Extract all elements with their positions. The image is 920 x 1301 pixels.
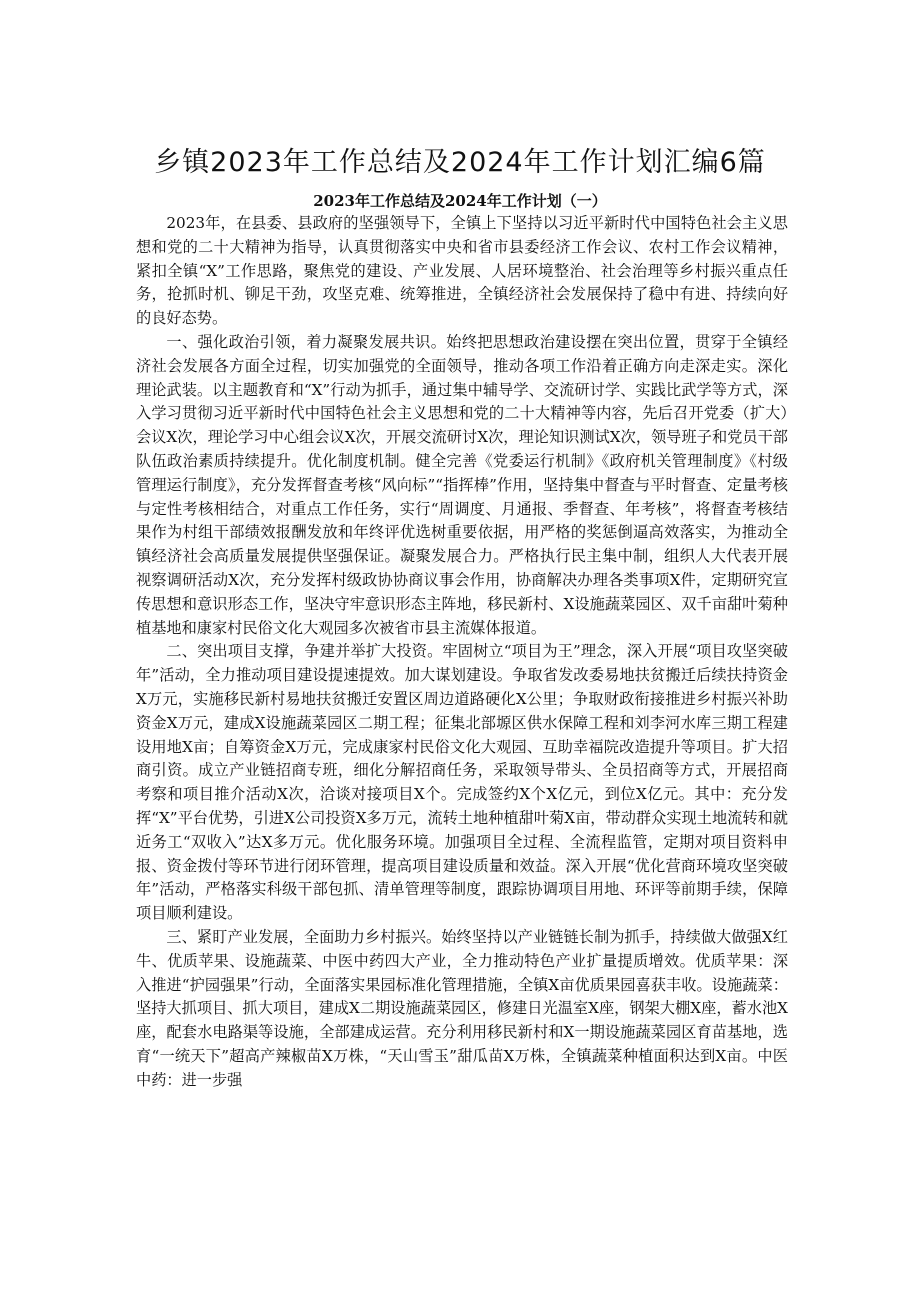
body-paragraph-project-support: 二、突出项目支撑，争建并举扩大投资。牢固树立“项目为王”理念，深入开展“项目攻坚突破年”活动，全力推动项目建设提速提效。加大谋划建设。争取省发改委易地扶贫搬迁后续扶持资金X万元，实施移民新村易地扶贫搬迁安置区周边道路硬化X公里；争取财政衔接推进乡村振兴补助资金X万元，建成X设施蔬菜园区二期工程；征集北部塬区供水保障工程和刘李河水库三期工程建设用地X亩；自筹资金X万元，完成康家村民俗文化大观园、互助幸福院改造提升等项目。扩大招商引资。成立产业链招商专班，细化分解招商任务，采取领导带头、全员招商等方式，开展招商考察和项目推介活动X次，洽谈对接项目X个。完成签约X个X亿元，到位X亿元。其中：充分发挥“X”平台优势，引进X公司投资X多万元，流转土地种植甜叶菊X亩，带动群众实现土地流转和就近务工“双收入”达X多万元。优化服务环境。加强项目全过程、全流程监管，定期对项目资料申报、资金拨付等环节进行闭环管理，提高项目建设质量和效益。深入开展“优化营商环境攻坚突破年”活动，严格落实科级干部包抓、清单管理等制度，跟踪协调项目用地、环评等前期手续，保障项目顺利建设。 [136, 642, 788, 923]
section-title: 2023年工作总结及2024年工作计划（一） [313, 192, 607, 210]
document-title: 乡镇2023年工作总结及2024年工作计划汇编6篇 [154, 147, 766, 178]
body-paragraph-intro: 2023年，在县委、县政府的坚强领导下，全镇上下坚持以习近平新时代中国特色社会主义思想和党的二十大精神为指导，认真贯彻落实中央和省市县委经济工作会议、农村工作会议精神，紧扣全镇“X”工作思路，聚焦党的建设、产业发展、人居环境整治、社会治理等乡村振兴重点任务，抢抓时机、铆足干劲，攻坚克难、统筹推进，全镇经济社会发展保持了稳中有进、持续向好的良好态势。 [136, 214, 788, 328]
body-paragraph-political-guidance: 一、强化政治引领，着力凝聚发展共识。始终把思想政治建设摆在突出位置，贯穿于全镇经济社会发展各方面全过程，切实加强党的全面领导，推动各项工作沿着正确方向走深走实。深化理论武装。以主题教育和“X”行动为抓手，通过集中辅导学、交流研讨学、实践比武学等方式，深入学习贯彻习近平新时代中国特色社会主义思想和党的二十大精神等内容，先后召开党委（扩大）会议X次，理论学习中心组会议X次，开展交流研讨X次，理论知识测试X次，领导班子和党员干部队伍政治素质持续提升。优化制度机制。健全完善《党委运行机制》《政府机关管理制度》《村级管理运行制度》，充分发挥督查考核“风向标”“指挥棒”作用，坚持集中督查与平时督查、定量考核与定性考核相结合，对重点工作任务，实行“周调度、月通报、季督查、年考核”，将督查考核结果作为村组干部绩效报酬发放和年终评优选树重要依据，用严格的奖惩倒逼高效落实，为推动全镇经济社会高质量发展提供坚强保证。凝聚发展合力。严格执行民主集中制，组织人大代表开展视察调研活动X次，充分发挥村级政协协商议事会作用，协商解决办理各类事项X件，定期研究宣传思想和意识形态工作，坚决守牢意识形态主阵地，移民新村、X设施蔬菜园区、双千亩甜叶菊种植基地和康家村民俗文化大观园多次被省市县主流媒体报道。 [136, 332, 788, 637]
document-body [136, 212, 788, 1092]
body-paragraph-industry-development: 三、紧盯产业发展，全面助力乡村振兴。始终坚持以产业链链长制为抓手，持续做大做强X红牛、优质苹果、设施蔬菜、中医中药四大产业，全力推动特色产业扩量提质增效。优质苹果：深入推进“护园强果”行动，全面落实果园标准化管理措施，全镇X亩优质果园喜获丰收。设施蔬菜：坚持大抓项目、抓大项目，建成X二期设施蔬菜园区，修建日光温室X座，钢架大棚X座，蓄水池X座，配套水电路渠等设施，全部建成运营。充分利用移民新村和X一期设施蔬菜园区育苗基地，选育“一统天下”超高产辣椒苗X万株，“天山雪玉”甜瓜苗X万株，全镇蔬菜种植面积达到X亩。中医中药：进一步强 [136, 927, 788, 1089]
